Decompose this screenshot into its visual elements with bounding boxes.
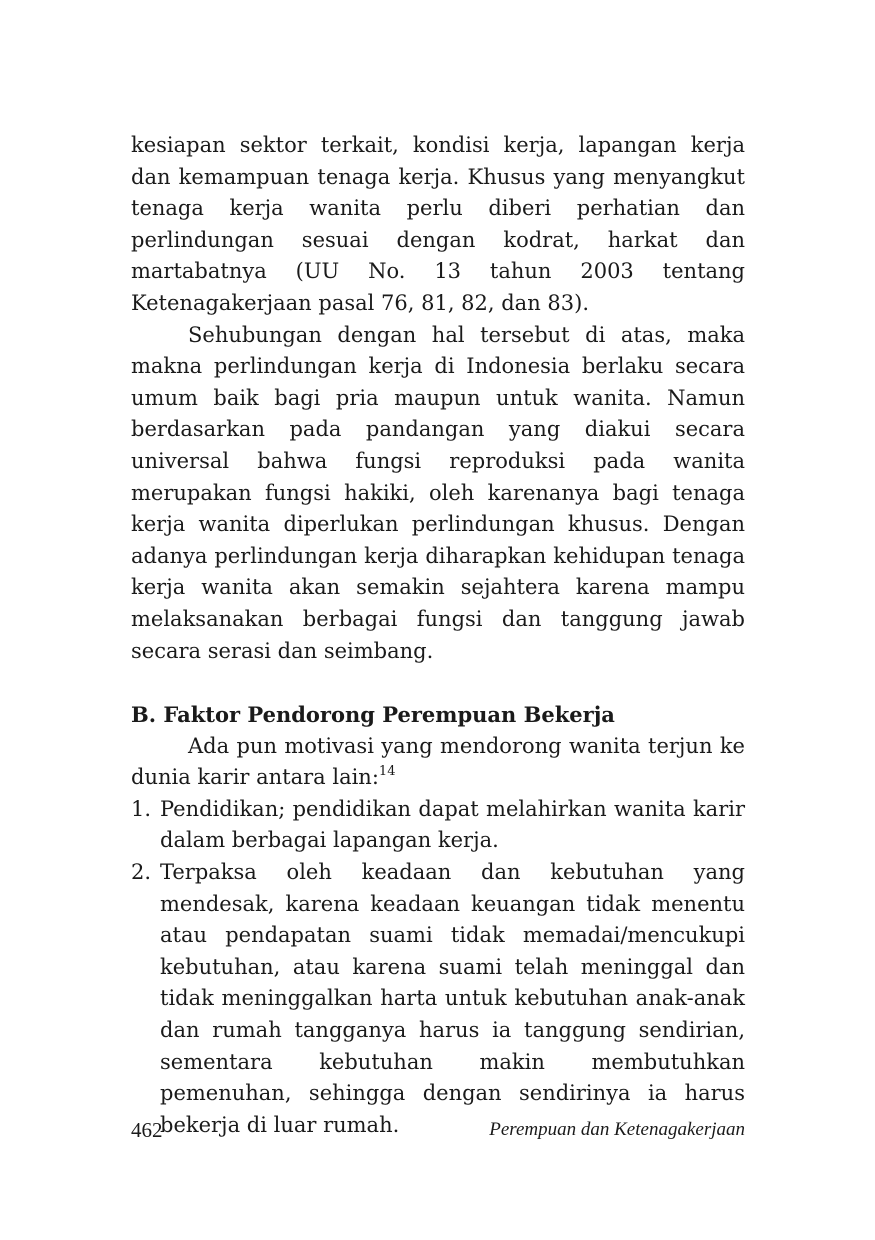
section-heading: B. Faktor Pendorong Perempuan Bekerja [131, 702, 615, 728]
footnote-reference: 14 [378, 764, 396, 780]
motivation-list [131, 794, 745, 1142]
body-paragraph: Sehubungan dengan hal tersebut di atas, maka makna perlindungan kerja di Indonesia berlaku secara umum baik bagi pria maupun untuk wanita. Namun berdasarkan pada pandangan yang diakui secara universal bahwa fungsi reproduksi pada wanita merupakan fungsi hakiki, oleh karenanya bagi tenaga kerja wanita diperlukan perlindungan khusus. Dengan adanya perlindungan kerja diharapkan kehidupan tenaga kerja wanita akan semakin sejahtera karena mampu melaksanakan berbagai fungsi dan tanggung jawab secara serasi dan seimbang. [131, 322, 745, 663]
list-item-text: Terpaksa oleh keadaan dan kebutuhan yang mendesak, karena keadaan keuangan tidak menentu atau pendapatan suami tidak memadai/mencukupi kebutuhan, atau karena suami telah meninggal dan tidak meninggalkan harta untuk kebutuhan anak-anak dan rumah tangganya harus ia tanggung sendirian, sementara kebutuhan makin membutuhkan pemenuhan, sehingga dengan sendirinya ia harus bekerja di luar rumah. [160, 860, 745, 1137]
list-item [131, 857, 745, 1141]
page-body [131, 130, 745, 1141]
continued-paragraph: kesiapan sektor terkait, kondisi kerja, lapangan kerja dan kemampuan tenaga kerja. Khusus yang menyangkut tenaga kerja wanita perlu diberi perhatian dan perlindungan sesuai dengan kodrat, harkat dan martabatnya (UU No. 13 tahun 2003 tentang Ketenagakerjaan pasal 76, 81, 82, dan 83). [131, 133, 745, 315]
list-item-text: Pendidikan; pendidikan dapat melahirkan wanita karir dalam berbagai lapangan kerja. [160, 796, 745, 853]
list-item [131, 794, 745, 857]
page-number: 462 [131, 1118, 163, 1142]
section-intro-text: Ada pun motivasi yang mendorong wanita terjun ke dunia karir antara lain: [131, 733, 745, 790]
list-item-number: 1. [131, 796, 152, 821]
list-item-number: 2. [131, 860, 152, 885]
section-intro [131, 731, 745, 794]
running-title: Perempuan dan Ketenagakerjaan [489, 1119, 745, 1140]
